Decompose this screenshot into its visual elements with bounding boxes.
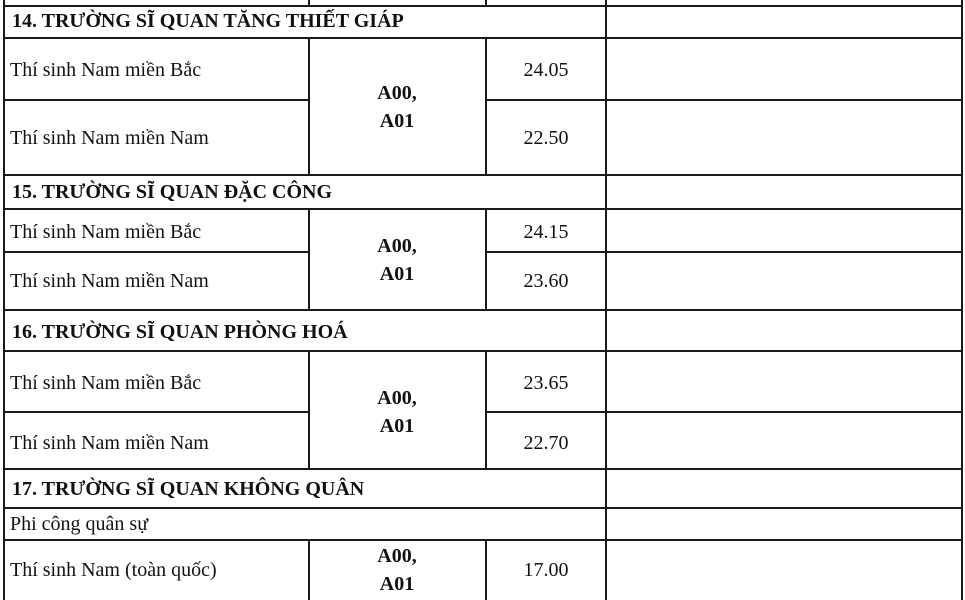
row-border [3, 208, 963, 210]
candidate-group-label: Thí sinh Nam miền Nam [10, 270, 209, 292]
row-border [3, 174, 963, 176]
cutoff-score: 23.60 [523, 270, 569, 292]
candidate-group-label: Thí sinh Nam miền Nam [10, 127, 209, 149]
row-border [3, 251, 309, 253]
row-border [3, 350, 963, 352]
school-heading: 15. TRƯỜNG SĨ QUAN ĐẶC CÔNG [12, 181, 333, 203]
subject-code: A01 [379, 263, 415, 285]
candidate-group-label: Thí sinh Nam miền Bắc [10, 372, 202, 394]
row-border [3, 309, 963, 311]
row-border [485, 99, 963, 101]
row-border [485, 411, 963, 413]
candidate-group-label: Thí sinh Nam miền Bắc [10, 221, 202, 243]
subject-code: A00, [377, 82, 417, 104]
row-border [3, 507, 963, 509]
cutoff-score: 22.70 [523, 432, 569, 454]
subject-code: A00, [377, 545, 417, 567]
subject-code: A01 [379, 573, 415, 595]
candidate-group-label: Thí sinh Nam miền Bắc [10, 59, 202, 81]
subject-code: A00, [377, 387, 417, 409]
subject-code: A01 [379, 415, 415, 437]
table-border-right [961, 0, 963, 600]
candidate-group-label: Thí sinh Nam miền Nam [10, 432, 209, 454]
subject-code: A01 [379, 110, 415, 132]
cutoff-score: 23.65 [523, 372, 569, 394]
cutoff-score: 22.50 [523, 127, 569, 149]
row-border [3, 99, 309, 101]
subject-code: A00, [377, 235, 417, 257]
cutoff-score: 17.00 [523, 559, 569, 581]
subject-combination-codes [310, 542, 484, 598]
cutoff-score: 24.05 [523, 59, 569, 81]
table-border-left [3, 0, 5, 600]
row-border [3, 5, 963, 7]
row-border [3, 468, 963, 470]
row-border [485, 251, 963, 253]
column-divider-remarks [605, 0, 607, 600]
cutoff-score: 24.15 [523, 221, 569, 243]
candidate-group-label: Thí sinh Nam (toàn quốc) [10, 559, 217, 581]
row-border [3, 539, 963, 541]
school-heading: 16. TRƯỜNG SĨ QUAN PHÒNG HOÁ [12, 321, 348, 343]
row-border [3, 411, 309, 413]
program-subheading: Phi công quân sự [10, 513, 149, 535]
school-heading: 17. TRƯỜNG SĨ QUAN KHÔNG QUÂN [12, 478, 365, 500]
subject-combination-codes [310, 79, 484, 135]
school-heading: 14. TRƯỜNG SĨ QUAN TĂNG THIẾT GIÁP [12, 10, 404, 32]
subject-combination-codes [310, 384, 484, 440]
row-border [3, 37, 963, 39]
subject-combination-codes [310, 232, 484, 288]
